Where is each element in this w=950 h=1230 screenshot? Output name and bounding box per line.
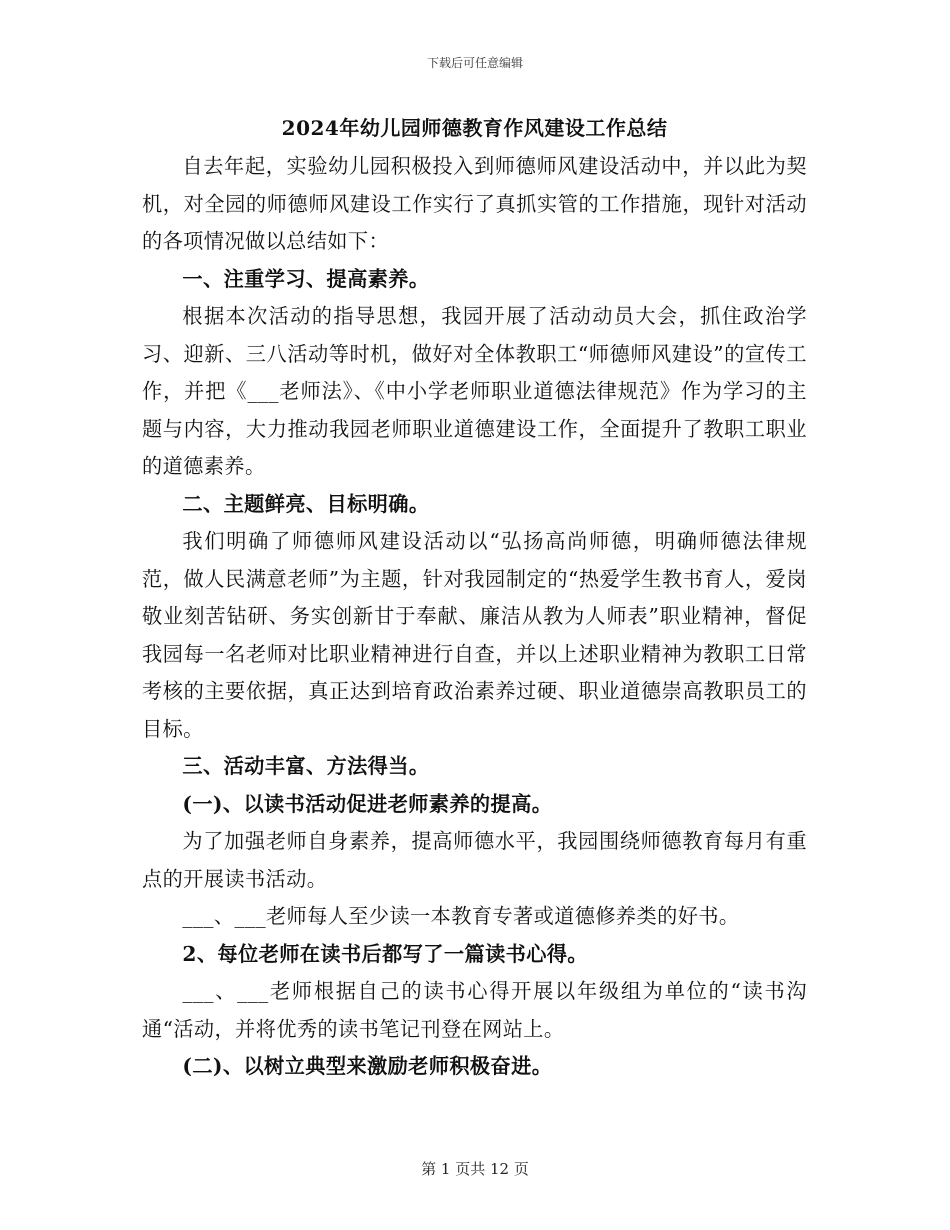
subsection-heading-1: (一)、以读书活动促进老师素养的提高。 — [182, 791, 553, 816]
paragraph-intro: 自去年起，实验幼儿园积极投入到师德师风建设活动中，并以此为契机，对全园的师德师风建设工作实行了真抓实管的工作措施，现针对活动的各项情况做以总结如下： — [142, 154, 807, 253]
section-heading-2: 二、主题鲜亮、目标明确。 — [182, 491, 430, 516]
paragraph-subsection-1: 为了加强老师自身素养，提高师德水平，我园围绕师德教育每月有重点的开展读书活动。 — [142, 829, 807, 891]
list-heading-2: 2、每位老师在读书后都写了一篇读书心得。 — [182, 941, 589, 966]
section-heading-1: 一、注重学习、提高素养。 — [182, 266, 430, 291]
document-body — [142, 110, 807, 1086]
header-note: 下载后可任意编辑 — [426, 56, 523, 70]
page-number: 第 1 页共 12 页 — [421, 1160, 529, 1178]
paragraph-section-2: 我们明确了师德师风建设活动以“弘扬高尚师德，明确师德法律规范，做人民满意老师”为主题，针对我园制定的“热爱学生教书育人，爱岗敬业刻苦钻研、务实创新甘于奉献、廉洁从教为人师表”职业精神，督促我园每一名老师对比职业精神进行自查，并以上述职业精神为教职工日常考核的主要依据，真正达到培育政治素养过硬、职业道德崇高教职员工的目标。 — [142, 529, 807, 741]
document-title: 2024年幼儿园师德教育作风建设工作总结 — [281, 116, 668, 140]
subsection-heading-2: (二)、以树立典型来激励老师积极奋进。 — [182, 1054, 553, 1078]
paragraph-reading-item-3: ___、___老师根据自己的读书心得开展以年级组为单位的“读书沟通“活动，并将优秀的读书笔记刊登在网站上。 — [142, 979, 807, 1041]
section-heading-3: 三、活动丰富、方法得当。 — [182, 754, 430, 778]
paragraph-section-1: 根据本次活动的指导思想，我园开展了活动动员大会，抓住政治学习、迎新、三八活动等时机，做好对全体教职工“师德师风建设”的宣传工作，并把《___老师法》、《中小学老师职业道德法律规范》作为学习的主题与内容，大力推动我园老师职业道德建设工作，全面提升了教职工职业的道德素养。 — [142, 304, 807, 478]
paragraph-reading-item-1: ___、___老师每人至少读一本教育专著或道德修养类的好书。 — [182, 904, 740, 928]
